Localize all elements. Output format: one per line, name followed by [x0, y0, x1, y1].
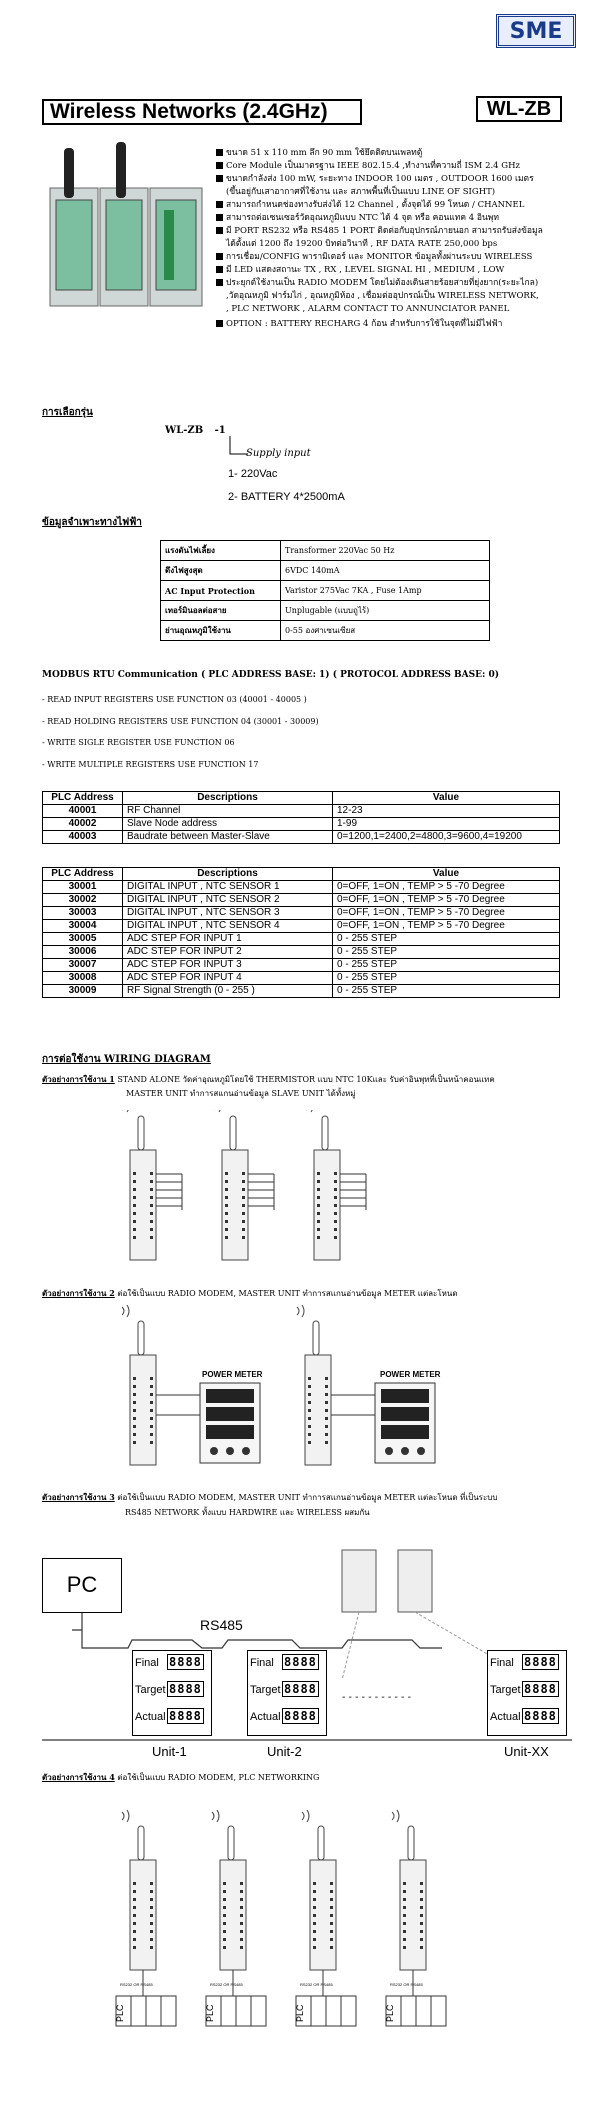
diagram-example-3: [42, 1530, 572, 1770]
description: DIGITAL INPUT , NTC SENSOR 4: [123, 920, 333, 933]
feature-text: Core Module เป็นมาตรฐาน IEEE 802.15.4 ,ทำงานที่ความถี่ ISM 2.4 GHz: [226, 161, 520, 171]
display-label: Final: [490, 1657, 514, 1669]
bullet-square: [216, 214, 223, 221]
wl-zb-device: [212, 1810, 246, 1970]
description: DIGITAL INPUT , NTC SENSOR 3: [123, 907, 333, 920]
feature-text: OPTION : BATTERY RECHARG 4 ก้อน สำหรับการใช้ในจุดที่ไม่มีไฟฟ้า: [226, 319, 503, 329]
selection-heading: การเลือกรุ่น: [42, 407, 93, 418]
digit-readout: 8888: [169, 1709, 202, 1723]
display-row: [250, 1682, 319, 1696]
plc-address: 30004: [43, 920, 123, 933]
value: 0=1200,1=2400,2=4800,3=9600,4=19200: [333, 831, 560, 844]
value: 1-99: [333, 818, 560, 831]
rs232-label: RS232 OR RS485: [210, 1982, 243, 1987]
column-header: PLC Address: [43, 868, 123, 881]
example-1-text-2: MASTER UNIT ทำการสแกนอ่านข้อมูล SLAVE UNIT ได้ทั้งหมู่: [126, 1089, 356, 1098]
wiring-heading: การต่อใช้งาน WIRING DIAGRAM: [42, 1054, 211, 1065]
example-1-caption: [42, 1073, 495, 1086]
plc-address: 40001: [43, 805, 123, 818]
display-row: [490, 1709, 559, 1723]
spec-value: 0-55 องศาเซนเซียส: [281, 621, 490, 641]
feature-text: มี LED แสดงสถานะ TX , RX , LEVEL SIGNAL HI , MEDIUM , LOW: [226, 265, 505, 275]
modbus-line-4: - WRITE MULTIPLE REGISTERS USE FUNCTION 17: [42, 760, 259, 769]
rs485-label: RS485: [200, 1617, 243, 1633]
plc-address: 30006: [43, 946, 123, 959]
table-row: [43, 920, 560, 933]
dash-line: - - - - - - - - - - -: [342, 1692, 411, 1703]
bullet-square: [216, 320, 223, 327]
spec-value: Unplugable (แบบถูไร้): [281, 601, 490, 621]
display-row: [250, 1709, 319, 1723]
feature-item: [216, 264, 588, 277]
display-row: [250, 1655, 319, 1669]
model-badge: WL-ZB: [476, 96, 562, 122]
value: 0 - 255 STEP: [333, 972, 560, 985]
plc-label: PLC: [115, 2004, 125, 2022]
feature-text: (ขึ้นอยู่กับเสาอากาศที่ใช้งาน และ สภาพพื้นที่เป็นแบบ LINE OF SIGHT): [226, 187, 496, 197]
power-meter-label-1: POWER METER: [202, 1370, 263, 1379]
logo-text: SME: [509, 18, 563, 44]
value: 0 - 255 STEP: [333, 933, 560, 946]
model-code-text: WL-ZB: [165, 425, 204, 436]
plc-address: 30005: [43, 933, 123, 946]
diagram-example-2: [110, 1305, 480, 1475]
pc-box: PC: [42, 1558, 122, 1613]
wl-zb-device: [297, 1305, 331, 1465]
spec-key: ดึงไฟสูงสุด: [161, 561, 281, 581]
description: ADC STEP FOR INPUT 2: [123, 946, 333, 959]
example-1-title: ตัวอย่างการใช้งาน 1: [42, 1074, 115, 1084]
spec-row: [161, 601, 490, 621]
digit-readout: 8888: [169, 1655, 202, 1669]
feature-text: ,วัดอุณหภูมิ ฟาร์มไก่ , อุณหภูมิห้อง , เชื่อมต่ออุปกรณ์เป็น WIRELESS NETWORK,: [226, 291, 539, 301]
wl-zb-device: [122, 1305, 156, 1465]
plc-address: 30009: [43, 985, 123, 998]
plc-address: 40002: [43, 818, 123, 831]
feature-item: [216, 199, 588, 212]
supply-bracket: [228, 436, 248, 460]
unit-xx-label: Unit-XX: [504, 1744, 549, 1759]
digit-readout: 8888: [524, 1655, 557, 1669]
example-1-text: STAND ALONE วัดค่าอุณหภูมิโดยใช้ THERMISTOR แบบ NTC 10Kและ รับค่าอินพุทที่เป็นหน้าคอนแทค: [117, 1075, 495, 1084]
spec-key: แรงดันไฟเลี้ยง: [161, 541, 281, 561]
holding-register-table: [42, 791, 560, 844]
display-row: [135, 1682, 204, 1696]
value: 0 - 255 STEP: [333, 985, 560, 998]
spec-key: ย่านอุณหภูมิใช้งาน: [161, 621, 281, 641]
rs232-label: RS232 OR RS485: [300, 1982, 333, 1987]
table-row: [43, 894, 560, 907]
plc-unit: [385, 1996, 446, 2026]
digit-readout: 8888: [284, 1682, 317, 1696]
display-row: [490, 1682, 559, 1696]
value: 0 - 255 STEP: [333, 946, 560, 959]
display-label: Target: [490, 1684, 521, 1696]
power-meter-1: [156, 1383, 260, 1463]
table-row: [43, 946, 560, 959]
wl-zb-device: [302, 1810, 336, 1970]
feature-text: , PLC NETWORK , ALARM CONTACT TO ANNUNCIATOR PANEL: [226, 304, 510, 314]
modbus-line-1: - READ INPUT REGISTERS USE FUNCTION 03 (40001 - 40005 ): [42, 695, 307, 704]
bullet-square: [216, 253, 223, 260]
value: 0=OFF, 1=ON , TEMP > 5 -70 Degree: [333, 894, 560, 907]
unit-2-label: Unit-2: [267, 1744, 302, 1759]
feature-text: ขนาด 51 x 110 mm ลึก 90 mm ใช้ยึดติดบนเพลทตู้: [226, 148, 423, 158]
description: DIGITAL INPUT , NTC SENSOR 2: [123, 894, 333, 907]
feature-item: [216, 147, 588, 160]
feature-item: [216, 160, 588, 173]
feature-item: [216, 173, 588, 186]
example-4-title: ตัวอย่างการใช้งาน 4: [42, 1772, 115, 1782]
modbus-line-3: - WRITE SIGLE REGISTER USE FUNCTION 06: [42, 738, 235, 747]
value: 0 - 255 STEP: [333, 959, 560, 972]
plc-label: PLC: [205, 2004, 215, 2022]
example-3-text-2: RS485 NETWORK ทั้งแบบ HARDWIRE และ WIRELESS ผสมกัน: [125, 1508, 370, 1517]
description: DIGITAL INPUT , NTC SENSOR 1: [123, 881, 333, 894]
display-panel: [487, 1650, 567, 1736]
feature-text: ได้ตั้งแต่ 1200 ถึง 19200 บิทต่อวินาที , RF DATA RATE 250,000 bps: [226, 239, 498, 249]
display-label: Actual: [135, 1711, 166, 1723]
feature-text: สามารถต่อเซนเซอร์วัดอุณหภูมิแบบ NTC ได้ 4 จุด หรือ คอนแทค 4 อินพุท: [226, 213, 499, 223]
feature-list: [216, 147, 588, 331]
digit-readout: 8888: [169, 1682, 202, 1696]
bullet-square: [216, 162, 223, 169]
column-header: Descriptions: [123, 792, 333, 805]
example-2-text: ต่อใช้เป็นแบบ RADIO MODEM, MASTER UNIT ทำการสแกนอ่านข้อมูล METER แต่ละโหนด: [117, 1289, 458, 1298]
display-panel: [247, 1650, 327, 1736]
model-code-suffix: -1: [214, 425, 226, 436]
modbus-line-2: - READ HOLDING REGISTERS USE FUNCTION 04 (30001 - 30009): [42, 717, 319, 726]
plc-unit: [295, 1996, 356, 2026]
display-row: [135, 1655, 204, 1669]
spec-row: [161, 541, 490, 561]
value: 0=OFF, 1=ON , TEMP > 5 -70 Degree: [333, 881, 560, 894]
plc-address: 40003: [43, 831, 123, 844]
table-row: [43, 985, 560, 998]
example-2-caption: [42, 1287, 458, 1300]
page-title: Wireless Networks (2.4GHz): [42, 99, 362, 125]
digit-readout: 8888: [284, 1655, 317, 1669]
feature-text: มี PORT RS232 หรือ RS485 1 PORT ติดต่อกับอุปกรณ์ภายนอก สามารถรับส่งข้อมูล: [226, 226, 543, 236]
table-header-row: [43, 868, 560, 881]
column-header: Value: [333, 792, 560, 805]
bullet-square: [216, 175, 223, 182]
wl-zb-device: [306, 1110, 340, 1260]
rs232-label: RS232 OR RS485: [120, 1982, 153, 1987]
model-code: [165, 425, 226, 436]
spec-key: เทอร์มินอลต่อสาย: [161, 601, 281, 621]
feature-item: [216, 238, 588, 251]
example-3-caption: [42, 1491, 497, 1504]
value: 12-23: [333, 805, 560, 818]
wl-zb-device: [122, 1810, 156, 1970]
example-2-title: ตัวอย่างการใช้งาน 2: [42, 1288, 115, 1298]
table-row: [43, 831, 560, 844]
display-label: Actual: [490, 1711, 521, 1723]
power-meter-label-2: POWER METER: [380, 1370, 441, 1379]
supply-option-2: 2- BATTERY 4*2500mA: [228, 491, 345, 503]
table-row: [43, 972, 560, 985]
feature-text: สามารถกำหนดช่องทางรับส่งได้ 12 Channel , ตั้งจุดได้ 99 โหนด / CHANNEL: [226, 200, 525, 210]
input-register-table: [42, 867, 560, 998]
value: 0=OFF, 1=ON , TEMP > 5 -70 Degree: [333, 907, 560, 920]
column-header: Value: [333, 868, 560, 881]
plc-label: PLC: [295, 2004, 305, 2022]
display-panel: [132, 1650, 212, 1736]
display-row: [490, 1655, 559, 1669]
sme-logo: [496, 14, 576, 48]
description: ADC STEP FOR INPUT 3: [123, 959, 333, 972]
table-row: [43, 881, 560, 894]
unit-1-label: Unit-1: [152, 1744, 187, 1759]
feature-item: [216, 212, 588, 225]
device-unit-3: [150, 188, 202, 306]
wl-zb-device: [214, 1110, 248, 1260]
rs232-label: RS232 OR RS485: [390, 1982, 423, 1987]
plc-unit: [205, 1996, 266, 2026]
description: Slave Node address: [123, 818, 333, 831]
diagram-example-1: [110, 1110, 440, 1270]
table-row: [43, 959, 560, 972]
spec-value: 6VDC 140mA: [281, 561, 490, 581]
spec-row: [161, 581, 490, 601]
product-photo: [42, 140, 212, 310]
bullet-square: [216, 201, 223, 208]
display-label: Target: [135, 1684, 166, 1696]
bullet-square: [216, 266, 223, 273]
display-label: Final: [250, 1657, 274, 1669]
description: Baudrate between Master-Slave: [123, 831, 333, 844]
modbus-heading: MODBUS RTU Communication ( PLC ADDRESS BASE: 1) ( PROTOCOL ADDRESS BASE: 0): [42, 670, 499, 680]
feature-item: [216, 277, 588, 290]
supply-label: Supply input: [246, 448, 311, 459]
spec-value: Transformer 220Vac 50 Hz: [281, 541, 490, 561]
power-meter-2: [331, 1383, 435, 1463]
display-label: Final: [135, 1657, 159, 1669]
plc-address: 30003: [43, 907, 123, 920]
bullet-square: [216, 149, 223, 156]
table-row: [43, 933, 560, 946]
plc-label: PLC: [385, 2004, 395, 2022]
wl-zb-device: [392, 1810, 426, 1970]
feature-item: [216, 186, 588, 199]
table-row: [43, 818, 560, 831]
example-3-text: ต่อใช้เป็นแบบ RADIO MODEM, MASTER UNIT ทำการสแกนอ่านข้อมูล METER แต่ละโหนด ที่เป็นระบบ: [117, 1493, 498, 1502]
feature-text: ขนาดกำลังส่ง 100 mW, ระยะทาง INDOOR 100 เมตร , OUTDOOR 1600 เมตร: [226, 174, 534, 184]
electrical-table: [160, 540, 490, 641]
value: 0=OFF, 1=ON , TEMP > 5 -70 Degree: [333, 920, 560, 933]
digit-readout: 8888: [284, 1709, 317, 1723]
spec-key: AC Input Protection: [161, 581, 281, 601]
table-header-row: [43, 792, 560, 805]
wiring-lines: [248, 1174, 274, 1210]
spec-value: Varistor 275Vac 7KA , Fuse 1Amp: [281, 581, 490, 601]
bullet-square: [216, 227, 223, 234]
electrical-heading: ข้อมูลจำเพาะทางไฟฟ้า: [42, 517, 142, 528]
display-row: [135, 1709, 204, 1723]
example-4-caption: [42, 1771, 319, 1784]
table-row: [43, 907, 560, 920]
feature-text: การเชื่อม/CONFIG พารามิเตอร์ และ MONITOR ข้อมูลทั้งผ่านระบบ WIRELESS: [226, 252, 533, 262]
table-row: [43, 805, 560, 818]
example-3-title: ตัวอย่างการใช้งาน 3: [42, 1492, 115, 1502]
wl-zb-device: [122, 1110, 156, 1260]
supply-option-1: 1- 220Vac: [228, 468, 278, 480]
feature-item: [216, 251, 588, 264]
bullet-square: [216, 279, 223, 286]
column-header: PLC Address: [43, 792, 123, 805]
feature-item: [216, 303, 588, 316]
spec-row: [161, 621, 490, 641]
diagram-example-4: [110, 1800, 490, 2030]
feature-item: [216, 318, 588, 331]
wiring-lines: [156, 1174, 182, 1210]
description: ADC STEP FOR INPUT 4: [123, 972, 333, 985]
feature-item: [216, 290, 588, 303]
description: RF Channel: [123, 805, 333, 818]
plc-address: 30007: [43, 959, 123, 972]
plc-address: 30008: [43, 972, 123, 985]
description: ADC STEP FOR INPUT 1: [123, 933, 333, 946]
description: RF Signal Strength (0 - 255 ): [123, 985, 333, 998]
column-header: Descriptions: [123, 868, 333, 881]
plc-unit: [115, 1996, 176, 2026]
feature-text: ประยุกต์ใช้งานเป็น RADIO MODEM โดยไม่ต้องเดินสายร้อยสายที่ยุ่งยาก(ระยะไกล): [226, 278, 539, 288]
example-4-text: ต่อใช้เป็นแบบ RADIO MODEM, PLC NETWORKING: [117, 1773, 320, 1782]
digit-readout: 8888: [524, 1682, 557, 1696]
display-label: Target: [250, 1684, 281, 1696]
feature-item: [216, 225, 588, 238]
digit-readout: 8888: [524, 1709, 557, 1723]
plc-address: 30002: [43, 894, 123, 907]
spec-row: [161, 561, 490, 581]
display-label: Actual: [250, 1711, 281, 1723]
plc-address: 30001: [43, 881, 123, 894]
wiring-lines: [340, 1174, 366, 1210]
